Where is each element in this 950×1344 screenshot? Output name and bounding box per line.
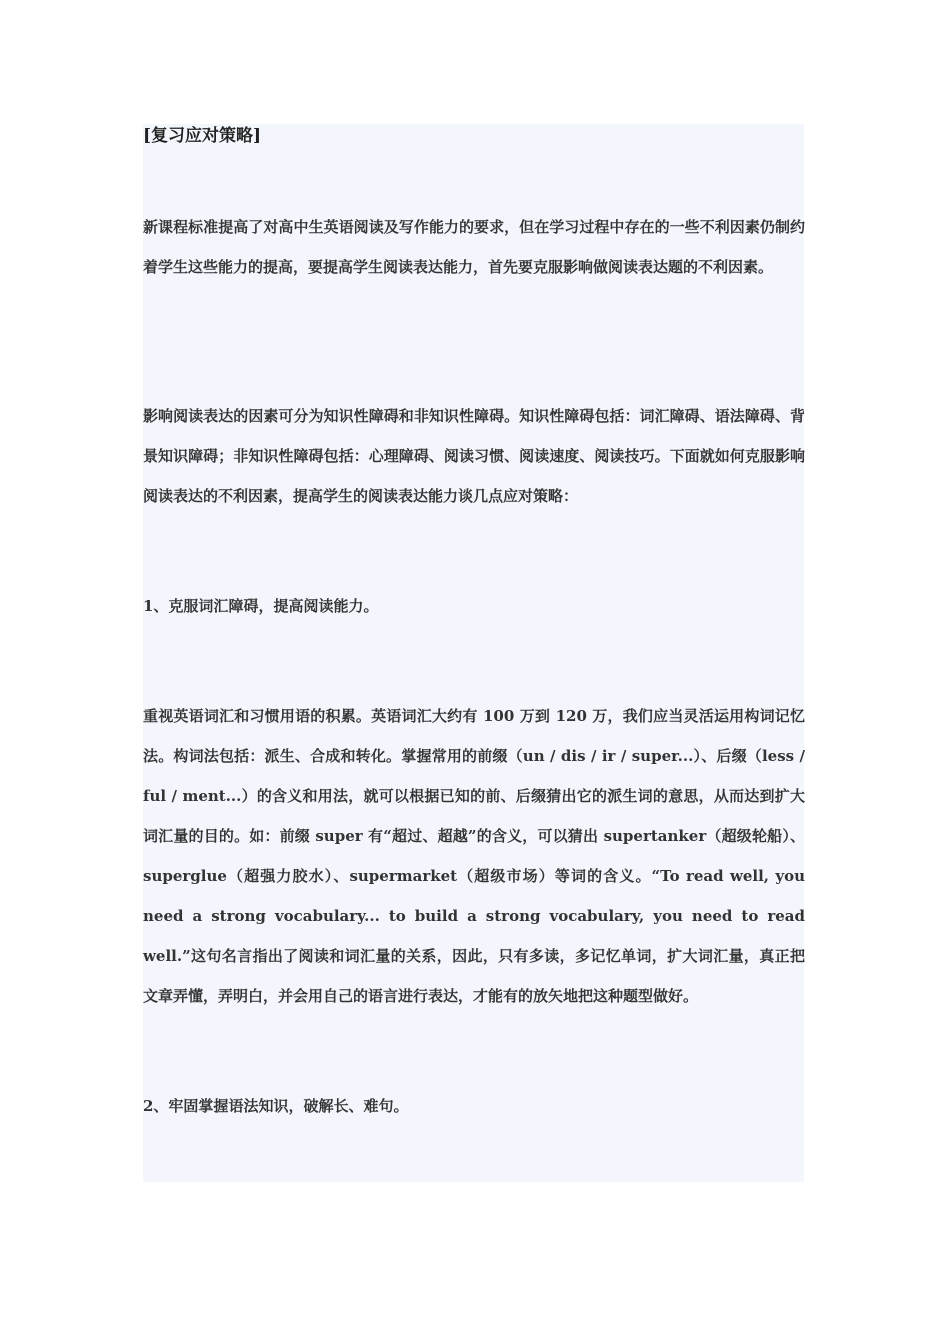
strategy-heading-1: 1、克服词汇障碍，提高阅读能力。 [143, 597, 379, 615]
section-title: [复习应对策略] [143, 126, 262, 146]
vocabulary-paragraph: 重视英语词汇和习惯用语的积累。英语词汇大约有 100 万到 120 万，我们应当灵活运用构词记忆法。构词法包括：派生、合成和转化。掌握常用的前缀（un / dis / ir / super...）、后缀（less / ful / ment...）的含义和用法，就可以根据已知的前、后缀猜出它的派生词的意思，从而达到扩大词汇量的目的。如：前缀 super 有“超过、超越”的含义，可以猜出 supertanker（超级轮船）、superglue（超强力胶水）、supermarket（超级市场）等词的含义。“To read well, you need a strong vocabulary... to build a strong vocabulary, you need to read well.”这句名言指出了阅读和词汇量的关系，因此，只有多读，多记忆单词，扩大词汇量，真正把文章弄懂，弄明白，并会用自己的语言进行表达，才能有的放矢地把这种题型做好。 [143, 707, 805, 1005]
factors-paragraph: 影响阅读表达的因素可分为知识性障碍和非知识性障碍。知识性障碍包括：词汇障碍、语法障碍、背景知识障碍；非知识性障碍包括：心理障碍、阅读习惯、阅读速度、阅读技巧。下面就如何克服影响阅读表达的不利因素，提高学生的阅读表达能力谈几点应对策略： [143, 407, 805, 505]
strategy-heading-2: 2、牢固掌握语法知识，破解长、难句。 [143, 1097, 409, 1115]
intro-paragraph: 新课程标准提高了对高中生英语阅读及写作能力的要求，但在学习过程中存在的一些不利因素仍制约着学生这些能力的提高，要提高学生阅读表达能力，首先要克服影响做阅读表达题的不利因素。 [143, 218, 805, 276]
